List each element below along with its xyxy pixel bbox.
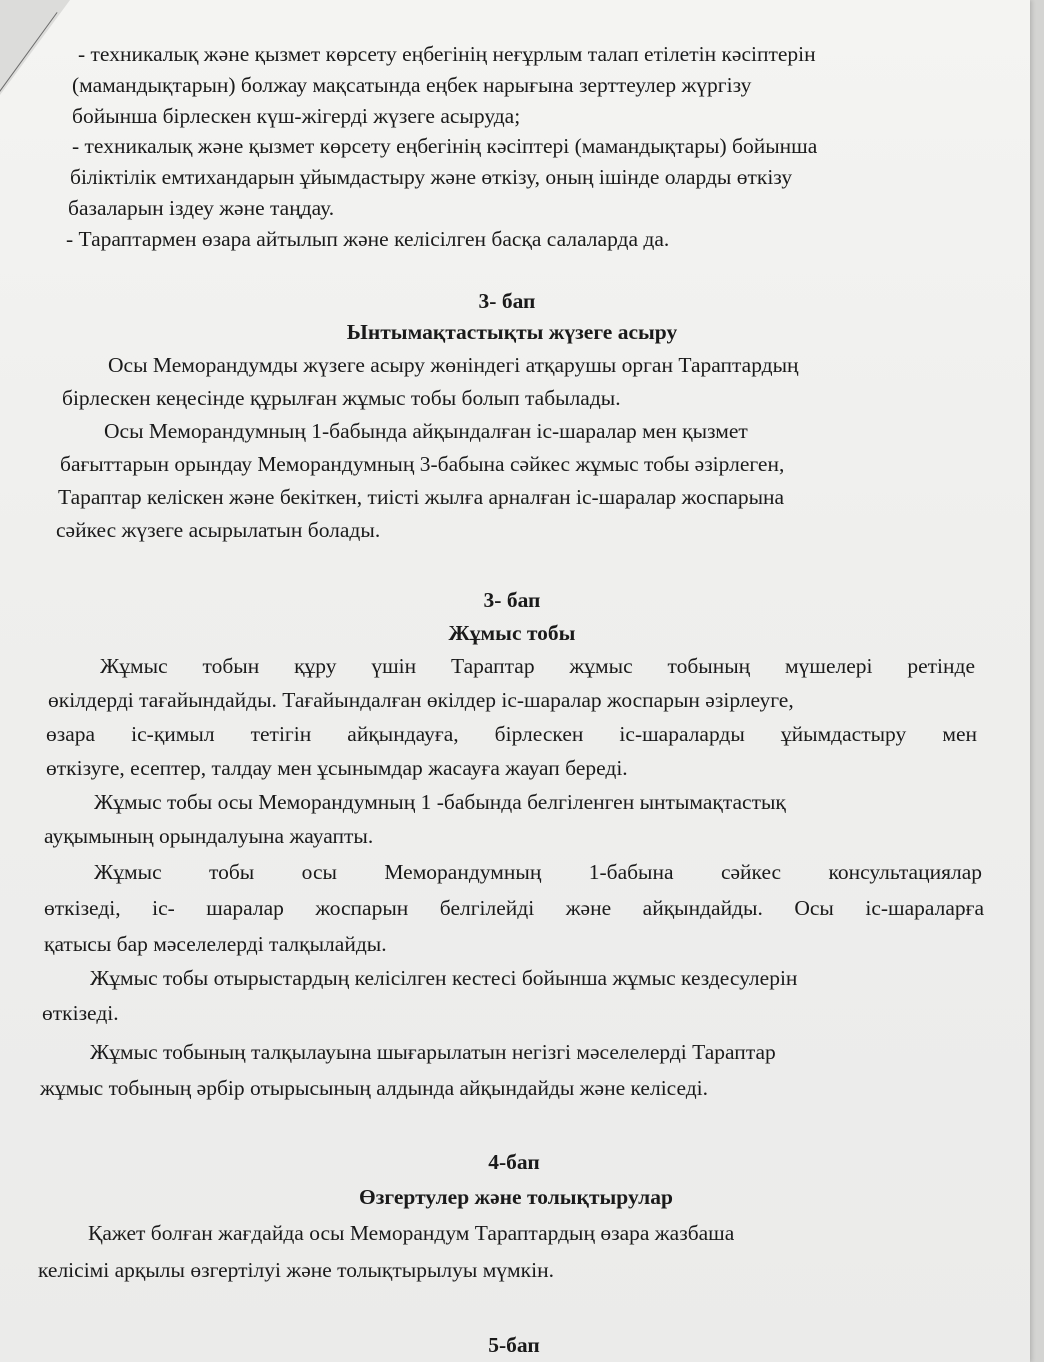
paragraph-line: ауқымының орындалуына жауапты. [44,824,374,848]
section-number: 3- бап [483,588,541,612]
paragraph-line: Жұмыс тобы осы Меморандумның 1 -бабында белгіленген ынтымақтастық [94,790,786,814]
paragraph-line: қатысы бар мәселелерді талқылайды. [44,932,387,956]
section-title: Өзгертулер және толықтырулар [359,1185,673,1209]
paragraph-line: Жұмыс тобын құру үшін Тараптар жұмыс тобының мүшелері ретінде [100,654,975,678]
paragraph-line: Жұмыс тобы отырыстардың келісілген кестесі бойынша жұмыс кездесулерін [90,966,798,990]
bullet-line: біліктілік емтихандарын ұйымдастыру және өткізу, оның ішінде оларды өткізу [70,165,793,189]
paragraph-line: өткізеді. [42,1001,119,1025]
folded-corner [0,0,70,95]
paragraph-line: жұмыс тобының әрбір отырысының алдында айқындайды және келіседі. [40,1076,709,1100]
paragraph-line: бірлескен кеңесінде құрылған жұмыс тобы болып табылады. [62,386,621,410]
paragraph-line: сәйкес жүзеге асырылатын болады. [56,518,381,542]
paragraph-line: Тараптар келіскен және бекіткен, тиісті жылға арналған іс-шаралар жоспарына [58,485,785,509]
paragraph-line: Осы Меморандумның 1-бабында айқындалған іс-шаралар мен қызмет [104,419,748,443]
section-number: 3- бап [478,289,536,313]
bullet-line: - техникалық және қызмет көрсету еңбегінің кәсіптері (мамандықтары) бойынша [72,134,818,158]
section-number: 4-бап [488,1150,540,1174]
bullet-line: бойынша бірлескен күш-жігерді жүзеге асыруда; [72,104,521,128]
paragraph-line: бағыттарын орындау Меморандумның 3-бабына сәйкес жұмыс тобы әзірлеген, [60,452,785,476]
paragraph-line: өткізеді, іс- шаралар жоспарын белгілейді және айқындайды. Осы іс-шараларға [44,896,984,920]
bullet-line: базаларын іздеу және таңдау. [68,196,335,220]
paragraph-line: Қажет болған жағдайда осы Меморандум Тараптардың өзара жазбаша [88,1221,735,1245]
section-title: Ынтымақтастықты жүзеге асыру [346,320,678,344]
paragraph-line: Жұмыс тобының талқылауына шығарылатын негізгі мәселелерді Тараптар [90,1040,776,1064]
paragraph-line: Осы Меморандумды жүзеге асыру жөніндегі атқарушы орган Тараптардың [108,353,799,377]
paragraph-line: келісімі арқылы өзгертілуі және толықтырылуы мүмкін. [38,1258,554,1282]
bullet-line: (мамандықтарын) болжау мақсатында еңбек нарығына зерттеулер жүргізу [72,73,752,97]
bullet-line: - Тараптармен өзара айтылып және келісілген басқа салаларда да. [66,227,670,251]
paragraph-line: өкілдерді тағайындайды. Тағайындалған өкілдер іс-шаралар жоспарын әзірлеуге, [48,688,794,712]
section-number: 5-бап [488,1333,540,1357]
paragraph-line: өзара іс-қимыл тетігін айқындауға, бірлескен іс-шараларды ұйымдастыру мен [46,722,977,746]
section-title: Жұмыс тобы [448,621,576,645]
paragraph-line: Жұмыс тобы осы Меморандумның 1-бабына сәйкес консультациялар [94,860,982,884]
paragraph-line: өткізуге, есептер, талдау мен ұсынымдар жасауға жауап береді. [46,756,628,780]
bullet-line: - техникалық және қызмет көрсету еңбегінің неғұрлым талап етілетін кәсіптерін [78,42,816,66]
